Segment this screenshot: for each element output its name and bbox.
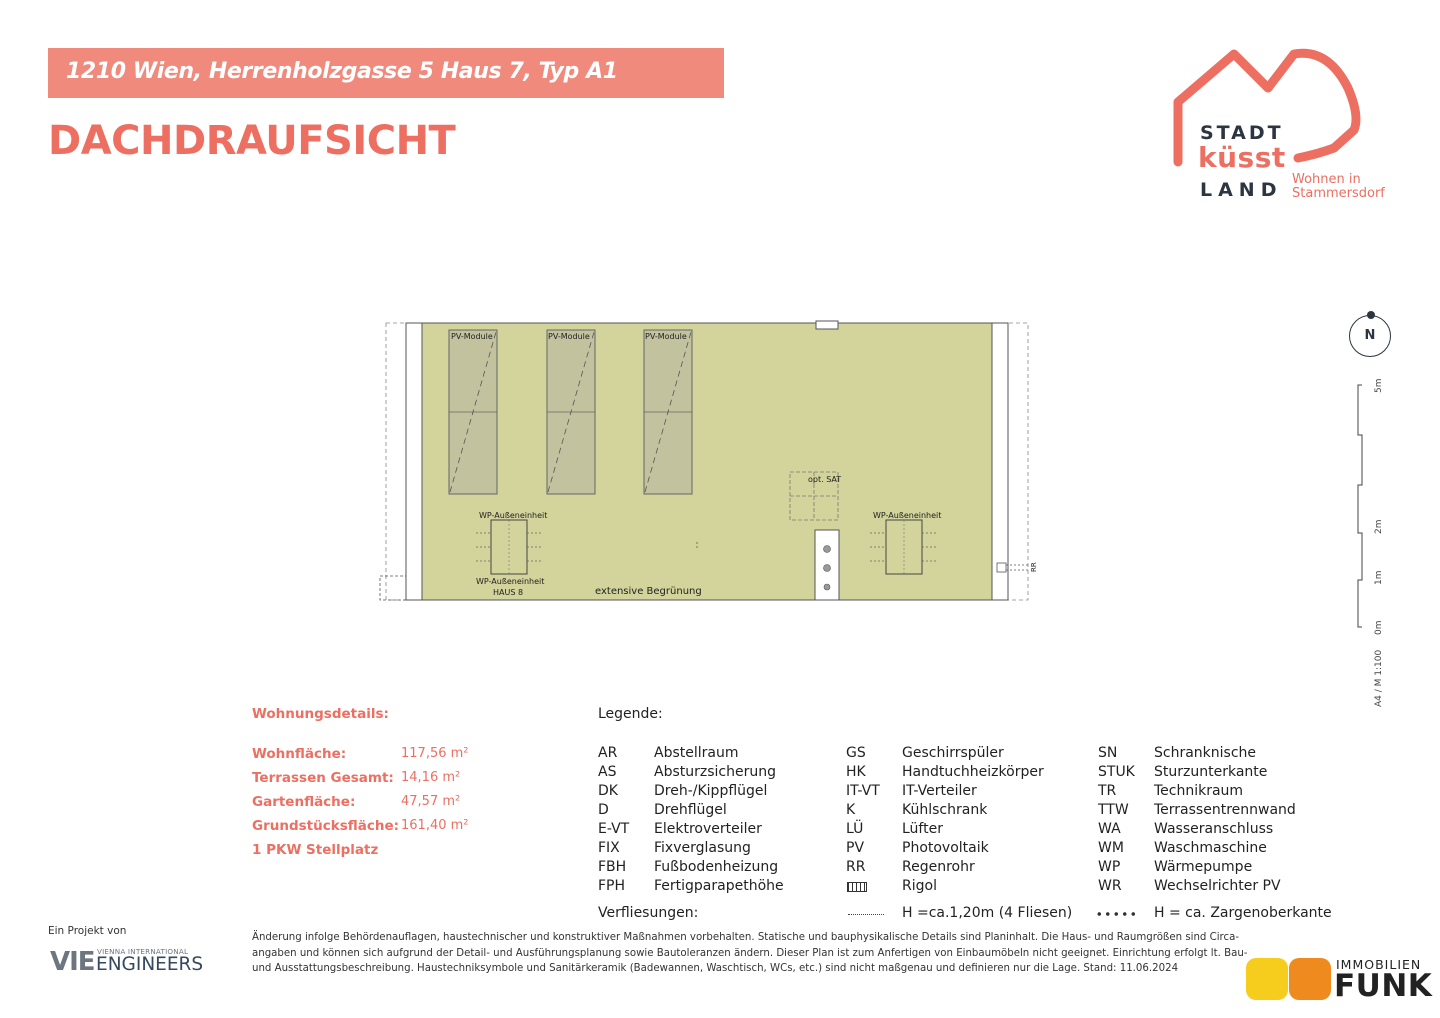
legend-item xyxy=(846,764,1086,783)
legend-text: Schranknische xyxy=(1154,745,1257,761)
legend-text: Wärmepumpe xyxy=(1154,859,1253,875)
legend-abbr: RR xyxy=(846,859,866,875)
vie-engineers-logo xyxy=(48,925,218,985)
scale-label-0m: 0m xyxy=(1374,620,1384,635)
legend-abbr: AS xyxy=(598,764,617,780)
legend-text: Wechselrichter PV xyxy=(1154,878,1281,894)
detail-label: Wohnfläche: xyxy=(252,746,347,762)
detail-value: 117,56 m² xyxy=(401,746,469,761)
legend-abbr: DK xyxy=(598,783,618,799)
detail-value: 161,40 m² xyxy=(401,818,469,833)
logo-tagline-1: Wohnen in xyxy=(1292,172,1361,187)
legend-text: Abstellraum xyxy=(654,745,739,761)
disclaimer-line-2: angaben und können sich aufgrund der Detail- und Ausführungsplanung sowie Bautoleranzen ändern. Dieser Plan ist zum Anfertigen von Einbaumöbeln nicht geeignet. Einrichtung erfolgt lt. Bau- xyxy=(252,947,1248,959)
scale-bar xyxy=(1350,375,1394,715)
legend-item xyxy=(598,878,838,897)
legend-abbr: IT-VT xyxy=(846,783,880,799)
legend-text: Sturzunterkante xyxy=(1154,764,1268,780)
legend-item xyxy=(846,859,1086,878)
legend-abbr: STUK xyxy=(1098,764,1135,780)
legend-item xyxy=(1098,764,1338,783)
tiles-height-2: H = ca. Zargenoberkante xyxy=(1154,905,1332,921)
legend-text: Regenrohr xyxy=(902,859,975,875)
detail-label: Grundstücksfläche: xyxy=(252,818,400,834)
legend-item xyxy=(846,821,1086,840)
disclaimer xyxy=(252,930,1332,977)
disclaimer-line-3: und Ausstattungsbeschreibung. Haustechniksymbole und Sanitärkeramik (Badewannen, Waschtisch, WCs, etc.) sind nicht maßgenau und definieren nur die Lage. Stand: 11.06.2024 xyxy=(252,963,1179,974)
legend-abbr: FIX xyxy=(598,840,620,856)
legend-item xyxy=(598,802,838,821)
tiles-bold-dots-icon xyxy=(1095,905,1137,923)
legend-text: Technikraum xyxy=(1154,783,1244,799)
legend-item xyxy=(846,840,1086,859)
pv-module-2 xyxy=(547,330,595,494)
legend-text: Kühlschrank xyxy=(902,802,988,818)
legend-item xyxy=(846,745,1086,764)
legend-item xyxy=(1098,783,1338,802)
funk-yellow-square-icon xyxy=(1246,958,1288,1000)
immobilien-funk-logo xyxy=(1246,956,1433,1004)
vie-engineers-text: ENGINEERS xyxy=(96,954,204,975)
heat-pump-label-left: WP-Außeneinheit xyxy=(479,511,548,520)
legend-abbr: AR xyxy=(598,745,618,761)
logo-word-kuesst: küsst xyxy=(1198,141,1286,174)
pv-module-1 xyxy=(449,330,497,494)
legend-text: Rigol xyxy=(902,878,937,894)
scale-label-1m: 1m xyxy=(1374,570,1384,585)
legend-item xyxy=(1098,821,1338,840)
legend-abbr: HK xyxy=(846,764,866,780)
legend-item xyxy=(1098,745,1338,764)
scale-bar-icon xyxy=(1350,375,1394,715)
legend-text: Wasseranschluss xyxy=(1154,821,1274,837)
legend-item xyxy=(598,840,838,859)
page-heading: DACHDRAUFSICHT xyxy=(48,118,456,164)
heat-pump-label-haus8: WP-Außeneinheit xyxy=(476,577,545,586)
legend-item xyxy=(1098,802,1338,821)
legend-text: Terrassentrennwand xyxy=(1154,802,1296,818)
logo-tagline-2: Stammersdorf xyxy=(1292,186,1385,201)
compass-north-label: N xyxy=(1364,328,1376,343)
legend-text: Lüfter xyxy=(902,821,943,837)
legend-item xyxy=(598,783,838,802)
detail-value: 14,16 m² xyxy=(401,770,461,785)
roof-area xyxy=(422,323,992,600)
compass-north-dot-icon xyxy=(1367,311,1375,319)
legend-column-3 xyxy=(1098,745,1338,897)
legend-column-2 xyxy=(846,745,1086,897)
scale-ratio-label: A4 / M 1:100 xyxy=(1374,649,1384,707)
legend-abbr: GS xyxy=(846,745,866,761)
rain-pipe-label: RR xyxy=(1030,562,1038,572)
legend-text: Dreh-/Kippflügel xyxy=(654,783,768,799)
legend-item xyxy=(846,783,1086,802)
legend-item xyxy=(1098,840,1338,859)
legend-abbr: K xyxy=(846,802,856,818)
legend-text: IT-Verteiler xyxy=(902,783,977,799)
legend-item xyxy=(1098,859,1338,878)
rigol-icon xyxy=(847,882,867,892)
north-compass xyxy=(1347,311,1393,361)
tiles-height-1: H =ca.1,20m (4 Fliesen) xyxy=(902,905,1073,921)
rain-pipe xyxy=(997,562,1038,572)
legend-abbr: LÜ xyxy=(846,821,864,837)
vie-small-text: VIENNA INTERNATIONAL xyxy=(97,947,189,956)
legend-title: Legende: xyxy=(598,706,663,722)
detail-value: 47,57 m² xyxy=(401,794,461,809)
legend-text: Drehflügel xyxy=(654,802,727,818)
project-address-title: 1210 Wien, Herrenholzgasse 5 Haus 7, Typ A1 xyxy=(66,59,618,84)
scale-label-2m: 2m xyxy=(1374,519,1384,534)
legend-abbr: WP xyxy=(1098,859,1121,875)
legend-item xyxy=(598,859,838,878)
roof-vent-element xyxy=(815,530,839,600)
tiles-dotted-line-icon xyxy=(848,905,884,923)
legend-text: Absturzsicherung xyxy=(654,764,776,780)
scale-label-5m: 5m xyxy=(1374,378,1384,393)
legend-text: Photovoltaik xyxy=(902,840,989,856)
sat-label: opt. SAT xyxy=(808,475,842,484)
funk-name-text: FUNK xyxy=(1334,968,1433,1004)
pv-module-label-1: PV-Module xyxy=(451,332,493,341)
legend-text: Elektroverteiler xyxy=(654,821,762,837)
legend-item xyxy=(846,878,1086,897)
detail-label: Gartenfläche: xyxy=(252,794,356,810)
legend-abbr: WR xyxy=(1098,878,1122,894)
legend-abbr: PV xyxy=(846,840,865,856)
legend-text: Fußbodenheizung xyxy=(654,859,779,875)
parking-info: 1 PKW Stellplatz xyxy=(252,842,379,858)
legend-abbr: SN xyxy=(1098,745,1118,761)
legend-text: Waschmaschine xyxy=(1154,840,1267,856)
heat-pump-label-right: WP-Außeneinheit xyxy=(873,511,942,520)
project-by-label: Ein Projekt von xyxy=(48,925,127,937)
haus8-label: HAUS 8 xyxy=(493,588,524,597)
vie-mark: VIE xyxy=(50,947,95,977)
stadt-kuesst-land-logo xyxy=(1168,44,1408,214)
legend-abbr: TTW xyxy=(1098,802,1129,818)
roof-plan-drawing xyxy=(376,310,1048,610)
pv-module-3 xyxy=(644,330,692,494)
logo-word-stadt: STADT xyxy=(1200,122,1284,144)
disclaimer-line-1: Änderung infolge Behördenauflagen, haustechnischer und konstruktiver Maßnahmen vorbehalten. Statische und bauphysikalische Details sind Planinhalt. Die Haus- und Raumgrößen sind Circa- xyxy=(252,932,1240,943)
funk-orange-square-icon xyxy=(1289,958,1331,1000)
pv-module-label-2: PV-Module xyxy=(548,332,590,341)
tiles-label: Verfliesungen: xyxy=(598,905,699,921)
legend-abbr: FBH xyxy=(598,859,627,875)
legend-abbr: FPH xyxy=(598,878,626,894)
detail-label: Terrassen Gesamt: xyxy=(252,770,394,786)
legend-abbr: TR xyxy=(1098,783,1117,799)
funk-immobilien-text: IMMOBILIEN xyxy=(1336,957,1422,972)
legend-abbr: WM xyxy=(1098,840,1124,856)
legend-text: Fixverglasung xyxy=(654,840,751,856)
title-bar xyxy=(48,48,724,98)
legend-item xyxy=(1098,878,1338,897)
legend-item xyxy=(598,745,838,764)
legend-text: Geschirrspüler xyxy=(902,745,1004,761)
legend-column-1 xyxy=(598,745,838,897)
legend-abbr: WA xyxy=(1098,821,1121,837)
legend-item xyxy=(598,821,838,840)
greening-label: extensive Begrünung xyxy=(595,586,702,597)
legend-abbr: E-VT xyxy=(598,821,630,837)
legend-abbr: D xyxy=(598,802,609,818)
details-heading: Wohnungsdetails: xyxy=(252,706,389,722)
legend-item xyxy=(846,802,1086,821)
legend-item xyxy=(598,764,838,783)
legend-text: Handtuchheizkörper xyxy=(902,764,1044,780)
legend-text: Fertigparapethöhe xyxy=(654,878,784,894)
pv-module-label-3: PV-Module xyxy=(645,332,687,341)
logo-word-land: LAND xyxy=(1200,179,1283,201)
